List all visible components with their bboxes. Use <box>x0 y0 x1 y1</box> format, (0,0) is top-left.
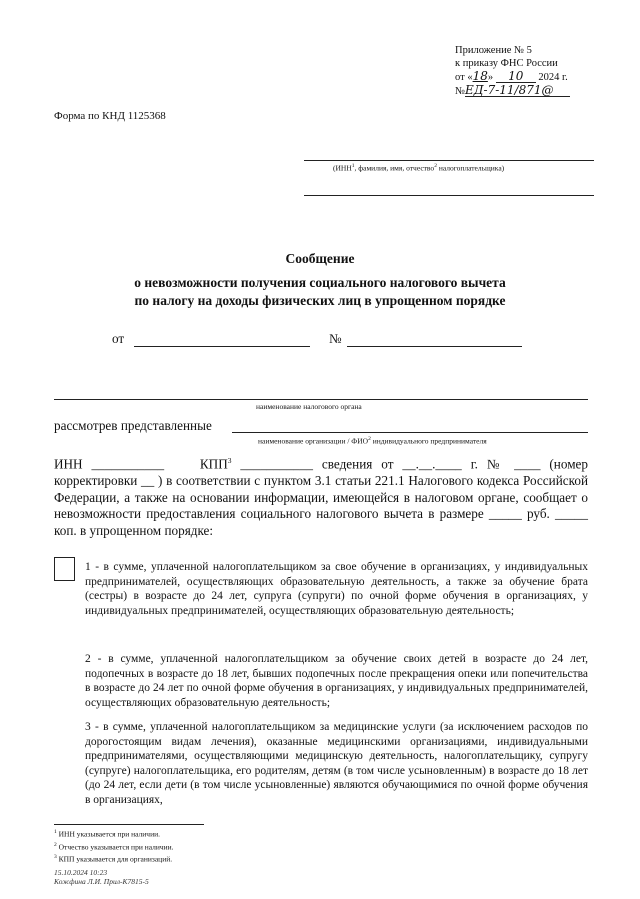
annex-month: 10 <box>496 71 536 83</box>
taxpayer-line <box>304 160 594 161</box>
authority-caption: наименование налогового органа <box>256 402 362 411</box>
footnote-1: $^1$ ИНН указывается при наличии. <box>54 829 160 839</box>
paragraph-line-1: ИНН ___________ КПП$^3$ ___________ сведения от __.__.____ г. № ____ (номер <box>54 456 588 472</box>
annex-date: от «18» 10 2024 г. <box>455 69 568 83</box>
document-subtitle-2: по налогу на доходы физических лиц в упрощенном порядке <box>134 293 506 308</box>
annex-number-value: ЕД-7-11/871@ <box>465 84 570 97</box>
item-1: 1 - в сумме, уплаченной налогоплательщиком за свое обучение в организациях, у индивидуальных предпринимателей, осуществляющих образовательную деятельность, а также за обучение брата (сестры) в возрасте до 24 лет, супруга (супруги) по очной форме обучения в организациях, у индивидуальных предпринимателей, осуществляющих образовательную деятельность; <box>85 561 588 617</box>
form-code: Форма по КНД 1125368 <box>54 110 166 122</box>
footnotes <box>54 827 174 865</box>
annex-title: Приложение № 5 <box>455 45 532 56</box>
number-label: № <box>329 331 342 346</box>
org-line <box>232 432 588 433</box>
taxpayer-line-2 <box>304 195 594 196</box>
item-2: 2 - в сумме, уплаченной налогоплательщиком за обучение своих детей в возрасте до 24 лет, подопечных в возрасте до 18 лет, бывших подопечных после прекращения опеки или попечительства в возрасте до 24 лет по очной форме обучения в организациях, у индивидуальных предпринимателей, осуществляющих образовательную деятельность; <box>85 653 588 709</box>
footnote-divider <box>54 824 204 825</box>
from-label: от <box>112 331 125 346</box>
annex-day: 18 <box>472 69 488 83</box>
annex-block <box>455 44 570 98</box>
document-title: Сообщение <box>285 251 355 266</box>
paragraph-body: корректировки __ ) в соответствии с пунктом 3.1 статьи 221.1 Налогового кодекса Российской Федерации, а также на основании информации, имеющейся в налоговом органе, сообщает о невозможности предоставления социального налогового вычета в размере _____ руб. _____ коп. в упрощенном порядке: <box>54 473 588 538</box>
reviewed-label: рассмотрев представленные <box>54 418 212 433</box>
deduction-type-checkbox[interactable] <box>54 557 75 581</box>
from-date-line <box>134 346 310 347</box>
number-line <box>347 346 522 347</box>
authority-line <box>54 399 588 400</box>
print-stamp: 15.10.2024 10:23 Кожфина Л.И. Прил-К7815-5 <box>54 868 149 886</box>
taxpayer-caption: (ИНН$^1$, фамилия, имя, отчество$^2$ налогоплательщика) <box>333 163 505 173</box>
item-3: 3 - в сумме, уплаченной налогоплательщиком за медицинские услуги (за исключением расходов по дорогостоящим видам лечения), оказанные медицинскими организациями, индивидуальными предпринимателями, осуществляющими медицинскую деятельность, налогоплательщику, супругу (супруге) налогоплательщика, его родителям, детям (в том числе усыновленным) в возрасте до 18 лет (до 24 лет, если дети (в том числе усыновленные) являются обучающимися по очной форме обучения в организациях, <box>85 721 588 806</box>
org-caption: наименование организации / ФИО$^2$ индивидуального предпринимателя <box>258 436 487 446</box>
footnote-3: $^3$ КПП указывается для организаций. <box>54 854 173 864</box>
document-subtitle-1: о невозможности получения социального налогового вычета <box>134 275 506 290</box>
annex-order: к приказу ФНС России <box>455 58 558 69</box>
annex-number: №ЕД-7-11/871@ <box>455 84 570 98</box>
footnote-2: $^2$ Отчество указывается при наличии. <box>54 841 174 851</box>
